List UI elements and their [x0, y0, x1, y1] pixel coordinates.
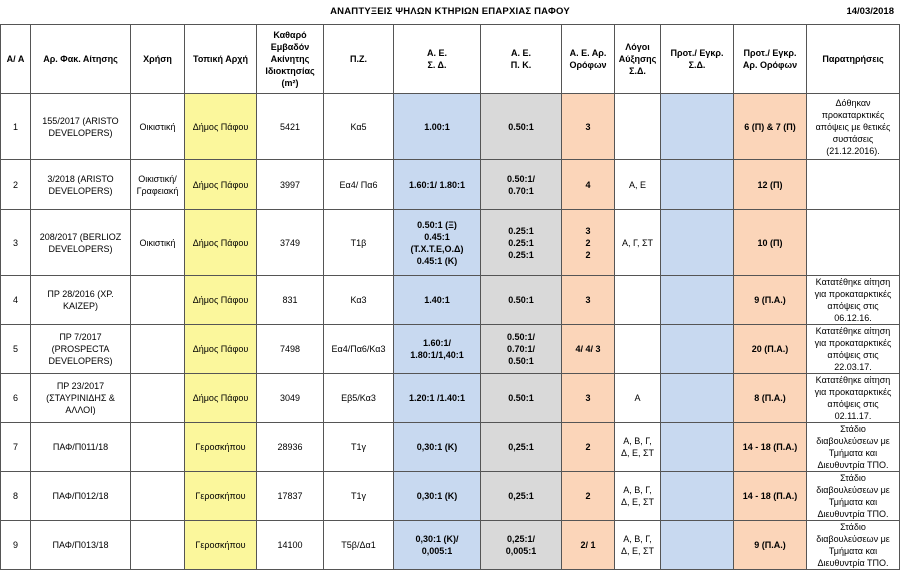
cell-local-authority: Γεροσκήπου	[185, 521, 257, 570]
cell-use: Οικιστική	[131, 94, 185, 160]
cell-ae-pk: 0,25:1/ 0,005:1	[481, 521, 562, 570]
table-row	[1, 374, 900, 423]
cell-aa: 5	[1, 325, 31, 374]
cell-proposed-sd	[661, 374, 734, 423]
cell-zone: Κα5	[324, 94, 394, 160]
cell-proposed-sd	[661, 472, 734, 521]
header-increase-reasons: Λόγοι Αύξησης Σ.Δ.	[615, 25, 661, 94]
cell-aa: 9	[1, 521, 31, 570]
cell-increase-reasons: Α, Β, Γ, Δ, Ε, ΣΤ	[615, 521, 661, 570]
cell-area: 5421	[257, 94, 324, 160]
cell-local-authority: Δήμος Πάφου	[185, 210, 257, 276]
cell-file-no: ΠΑΦ/Π011/18	[31, 423, 131, 472]
cell-increase-reasons: Α	[615, 374, 661, 423]
cell-area: 28936	[257, 423, 324, 472]
cell-ae-sd: 1.00:1	[394, 94, 481, 160]
cell-increase-reasons: Α, Β, Γ, Δ, Ε, ΣΤ	[615, 423, 661, 472]
cell-area: 3997	[257, 160, 324, 210]
cell-aa: 4	[1, 276, 31, 325]
cell-use	[131, 423, 185, 472]
cell-remarks: Δόθηκαν προκαταρκτικές απόψεις με θετικές συστάσεις (21.12.2016).	[807, 94, 900, 160]
cell-use	[131, 325, 185, 374]
cell-ae-pk: 0.50:1/ 0.70:1/ 0.50:1	[481, 325, 562, 374]
table-row	[1, 423, 900, 472]
header-proposed-floors: Προτ./ Εγκρ. Αρ. Ορόφων	[734, 25, 807, 94]
cell-proposed-sd	[661, 94, 734, 160]
cell-area: 17837	[257, 472, 324, 521]
cell-proposed-sd	[661, 521, 734, 570]
cell-use	[131, 521, 185, 570]
cell-proposed-sd	[661, 325, 734, 374]
table-body	[1, 94, 900, 570]
cell-proposed-floors: 14 - 18 (Π.Α.)	[734, 472, 807, 521]
cell-ae-floors: 2/ 1	[562, 521, 615, 570]
cell-local-authority: Δήμος Πάφου	[185, 374, 257, 423]
table-row	[1, 276, 900, 325]
cell-proposed-floors: 10 (Π)	[734, 210, 807, 276]
cell-ae-floors: 3	[562, 94, 615, 160]
cell-ae-floors: 4	[562, 160, 615, 210]
cell-zone: Εβ5/Κα3	[324, 374, 394, 423]
cell-proposed-sd	[661, 423, 734, 472]
cell-zone: Τ1γ	[324, 423, 394, 472]
document-date: 14/03/2018	[846, 6, 894, 17]
cell-ae-sd: 0,30:1 (Κ)/ 0,005:1	[394, 521, 481, 570]
cell-file-no: 155/2017 (ARISTO DEVELOPERS)	[31, 94, 131, 160]
cell-file-no: 208/2017 (BERLIOZ DEVELOPERS)	[31, 210, 131, 276]
cell-area: 14100	[257, 521, 324, 570]
cell-remarks	[807, 210, 900, 276]
cell-ae-sd: 0,30:1 (Κ)	[394, 472, 481, 521]
header-ae-pk: Α. Ε. Π. Κ.	[481, 25, 562, 94]
table-header	[1, 25, 900, 94]
document-header	[0, 0, 900, 24]
cell-area: 3749	[257, 210, 324, 276]
cell-proposed-sd	[661, 210, 734, 276]
cell-area: 831	[257, 276, 324, 325]
document-title: ΑΝΑΠΤΥΞΕΙΣ ΨΗΛΩΝ ΚΤΗΡΙΩΝ ΕΠΑΡΧΙΑΣ ΠΑΦΟΥ	[330, 6, 570, 17]
cell-ae-floors: 2	[562, 472, 615, 521]
header-aa: Α/ Α	[1, 25, 31, 94]
cell-remarks	[807, 160, 900, 210]
cell-use	[131, 472, 185, 521]
header-file-no: Αρ. Φακ. Αίτησης	[31, 25, 131, 94]
cell-proposed-floors: 6 (Π) & 7 (Π)	[734, 94, 807, 160]
cell-aa: 6	[1, 374, 31, 423]
cell-file-no: ΠΡ 7/2017 (PROSPECTA DEVELOPERS)	[31, 325, 131, 374]
cell-increase-reasons	[615, 276, 661, 325]
cell-ae-floors: 4/ 4/ 3	[562, 325, 615, 374]
cell-ae-pk: 0,25:1	[481, 472, 562, 521]
cell-zone: Εα4/ Πα6	[324, 160, 394, 210]
cell-file-no: ΠΡ 23/2017 (ΣΤΑΥΡΙΝΙΔΗΣ & ΑΛΛΟΙ)	[31, 374, 131, 423]
cell-increase-reasons	[615, 94, 661, 160]
header-proposed-sd: Προτ./ Εγκρ. Σ.Δ.	[661, 25, 734, 94]
cell-use: Οικιστική/ Γραφειακή	[131, 160, 185, 210]
cell-local-authority: Δήμος Πάφου	[185, 160, 257, 210]
header-area: Καθαρό Εμβαδόν Ακίνητης Ιδιοκτησίας (m²)	[257, 25, 324, 94]
cell-ae-sd: 1.20:1 /1.40:1	[394, 374, 481, 423]
cell-ae-floors: 3	[562, 374, 615, 423]
cell-ae-floors: 3 2 2	[562, 210, 615, 276]
cell-local-authority: Δήμος Πάφου	[185, 94, 257, 160]
table-row	[1, 210, 900, 276]
cell-ae-pk: 0.25:1 0.25:1 0.25:1	[481, 210, 562, 276]
table-row	[1, 94, 900, 160]
cell-remarks: Κατατέθηκε αίτηση για προκαταρκτικές απόψεις στις 22.03.17.	[807, 325, 900, 374]
cell-local-authority: Γεροσκήπου	[185, 472, 257, 521]
cell-increase-reasons: Α, Ε	[615, 160, 661, 210]
cell-ae-pk: 0.50:1	[481, 276, 562, 325]
cell-proposed-floors: 12 (Π)	[734, 160, 807, 210]
cell-remarks: Κατατέθηκε αίτηση για προκαταρκτικές απόψεις στις 02.11.17.	[807, 374, 900, 423]
cell-aa: 7	[1, 423, 31, 472]
cell-local-authority: Δήμος Πάφου	[185, 325, 257, 374]
header-local-authority: Τοπική Αρχή	[185, 25, 257, 94]
projects-table	[0, 24, 900, 570]
cell-file-no: ΠΑΦ/Π012/18	[31, 472, 131, 521]
cell-file-no: ΠΡ 28/2016 (ΧΡ. ΚΑΙΖΕΡ)	[31, 276, 131, 325]
cell-aa: 2	[1, 160, 31, 210]
cell-zone: Τ5β/Δα1	[324, 521, 394, 570]
cell-ae-floors: 3	[562, 276, 615, 325]
cell-remarks: Στάδιο διαβουλεύσεων με Τμήματα και Διευθυντρία ΤΠΟ.	[807, 472, 900, 521]
cell-ae-sd: 1.60:1/ 1.80:1/1,40:1	[394, 325, 481, 374]
cell-local-authority: Δήμος Πάφου	[185, 276, 257, 325]
cell-proposed-floors: 8 (Π.Α.)	[734, 374, 807, 423]
cell-zone: Τ1γ	[324, 472, 394, 521]
cell-remarks: Στάδιο διαβουλεύσεων με Τμήματα και Διευθυντρία ΤΠΟ.	[807, 423, 900, 472]
cell-increase-reasons: Α, Β, Γ, Δ, Ε, ΣΤ	[615, 472, 661, 521]
cell-file-no: 3/2018 (ARISTO DEVELOPERS)	[31, 160, 131, 210]
cell-zone: Κα3	[324, 276, 394, 325]
cell-proposed-sd	[661, 276, 734, 325]
cell-aa: 3	[1, 210, 31, 276]
cell-ae-pk: 0.50:1	[481, 374, 562, 423]
table-row	[1, 521, 900, 570]
cell-use: Οικιστική	[131, 210, 185, 276]
cell-ae-floors: 2	[562, 423, 615, 472]
cell-proposed-floors: 20 (Π.Α.)	[734, 325, 807, 374]
cell-zone: Τ1β	[324, 210, 394, 276]
cell-aa: 8	[1, 472, 31, 521]
cell-ae-pk: 0.50:1	[481, 94, 562, 160]
cell-ae-sd: 0,30:1 (Κ)	[394, 423, 481, 472]
header-row	[1, 25, 900, 94]
header-zone: Π.Ζ.	[324, 25, 394, 94]
cell-area: 7498	[257, 325, 324, 374]
table-row	[1, 472, 900, 521]
cell-use	[131, 374, 185, 423]
header-use: Χρήση	[131, 25, 185, 94]
cell-increase-reasons: Α, Γ, ΣΤ	[615, 210, 661, 276]
cell-remarks: Στάδιο διαβουλεύσεων με Τμήματα και Διευθυντρία ΤΠΟ.	[807, 521, 900, 570]
cell-ae-sd: 1.40:1	[394, 276, 481, 325]
cell-use	[131, 276, 185, 325]
cell-file-no: ΠΑΦ/Π013/18	[31, 521, 131, 570]
cell-local-authority: Γεροσκήπου	[185, 423, 257, 472]
cell-area: 3049	[257, 374, 324, 423]
cell-increase-reasons	[615, 325, 661, 374]
cell-proposed-floors: 9 (Π.Α.)	[734, 276, 807, 325]
cell-aa: 1	[1, 94, 31, 160]
cell-ae-pk: 0,25:1	[481, 423, 562, 472]
cell-ae-pk: 0.50:1/ 0.70:1	[481, 160, 562, 210]
cell-zone: Εα4/Πα6/Κα3	[324, 325, 394, 374]
table-row	[1, 160, 900, 210]
header-ae-sd: Α. Ε. Σ. Δ.	[394, 25, 481, 94]
cell-proposed-floors: 14 - 18 (Π.Α.)	[734, 423, 807, 472]
cell-ae-sd: 0.50:1 (Ξ) 0.45:1 (Τ.Χ.Τ.Ε,Ο.Δ) 0.45:1 (Κ)	[394, 210, 481, 276]
header-remarks: Παρατηρήσεις	[807, 25, 900, 94]
header-ae-floors: Α. Ε. Αρ. Ορόφων	[562, 25, 615, 94]
cell-remarks: Κατατέθηκε αίτηση για προκαταρκτικές απόψεις στις 06.12.16.	[807, 276, 900, 325]
cell-ae-sd: 1.60:1/ 1.80:1	[394, 160, 481, 210]
cell-proposed-sd	[661, 160, 734, 210]
cell-proposed-floors: 9 (Π.Α.)	[734, 521, 807, 570]
table-row	[1, 325, 900, 374]
